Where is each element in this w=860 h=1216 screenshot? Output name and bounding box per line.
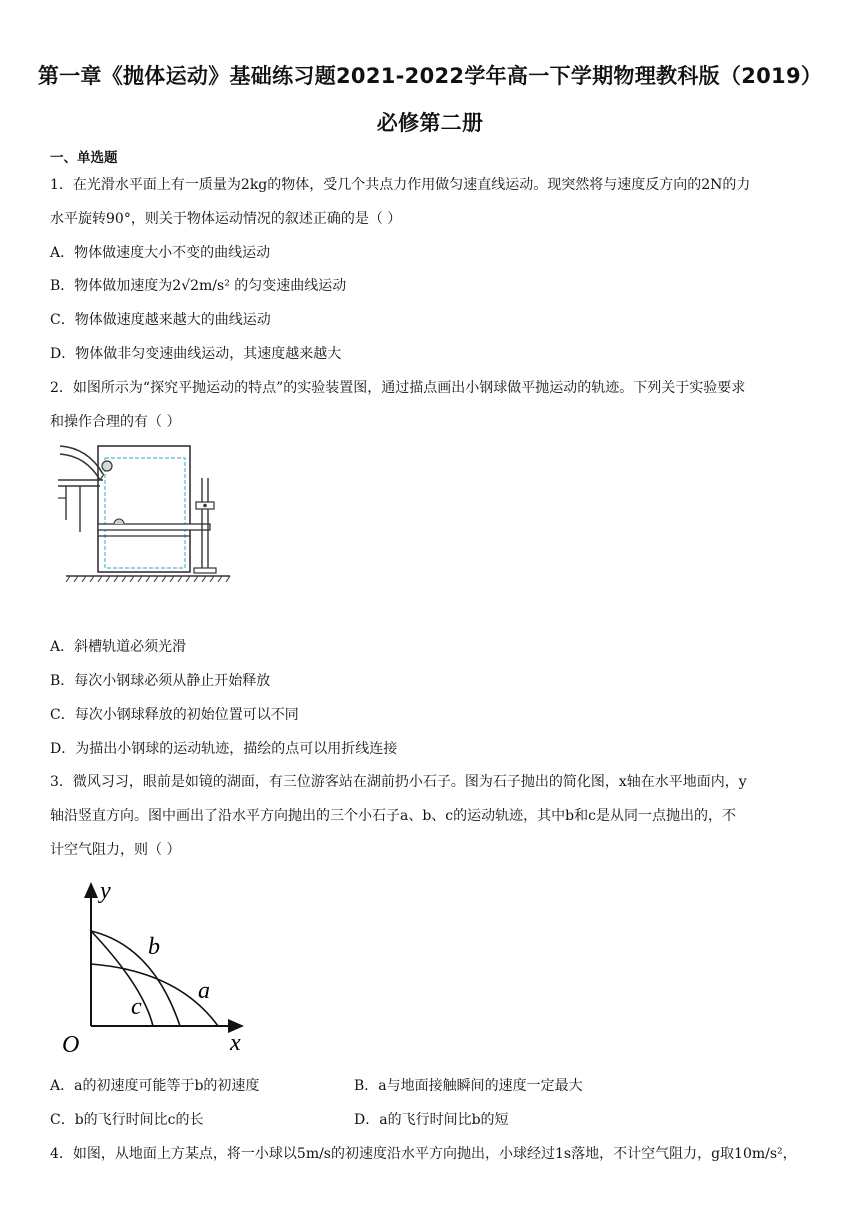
origin-label: O [62,1032,80,1056]
curve-c-label: c [131,994,142,1020]
q4-stem-line1: 4．如图，从地面上方某点，将一小球以5m/s的初速度沿水平方向抛出，小球经过1s落地，不计空气阻力，g取10m/s²， [50,1146,797,1162]
q1-option-c: C．物体做速度越来越大的曲线运动 [50,312,271,328]
q2-option-c: C．每次小钢球释放的初始位置可以不同 [50,707,299,723]
q3-stem-line1: 3．微风习习，眼前是如镜的湖面，有三位游客站在湖前扔小石子。图为石子抛出的简化图，x轴在水平地面内，y [50,774,747,790]
q2-option-b: B．每次小钢球必须从静止开始释放 [50,673,271,689]
q3-stem-line3: 计空气阻力，则（ ） [50,842,181,858]
q3-stem-line2: 轴沿竖直方向。图中画出了沿水平方向抛出的三个小石子a、b、c的运动轨迹，其中b和c是从同一点抛出的，不 [50,808,736,824]
q1-option-b: B．物体做加速度为2√2m/s² 的匀变速曲线运动 [50,278,347,294]
curve-b-label: b [148,934,160,960]
q3-option-c: C．b的飞行时间比c的长 [50,1112,204,1128]
q3-option-b: B．a与地面接触瞬间的速度一定最大 [354,1078,583,1094]
q3-option-d: D．a的飞行时间比b的短 [354,1112,509,1128]
q1-stem-line1: 1．在光滑水平面上有一质量为2kg的物体，受几个共点力作用做匀速直线运动。现突然将与速度反方向的2N的力 [50,177,751,193]
apparatus-figure [58,440,238,588]
page-title-line1: 第一章《抛体运动》基础练习题2021-2022学年高一下学期物理教科版（2019） [37,64,823,88]
page-title-line2: 必修第二册 [376,111,484,135]
q3-option-a: A．a的初速度可能等于b的初速度 [50,1078,260,1094]
q2-option-a: A．斜槽轨道必须光滑 [50,639,187,655]
trajectory-figure [58,876,258,1056]
q2-stem-line1: 2．如图所示为“探究平抛运动的特点”的实验装置图，通过描点画出小钢球做平抛运动的轨迹。下列关于实验要求 [50,380,746,396]
section-heading: 一、单选题 [50,150,118,166]
q1-option-a: A．物体做速度大小不变的曲线运动 [50,245,271,261]
curve-a-label: a [198,978,210,1004]
q1-stem-line2: 水平旋转90°，则关于物体运动情况的叙述正确的是（ ） [50,211,402,227]
q2-stem-line2: 和操作合理的有（ ） [50,414,181,430]
q2-option-d: D．为描出小钢球的运动轨迹，描绘的点可以用折线连接 [50,741,398,757]
axis-y-label: y [100,878,111,904]
axis-x-label: x [230,1030,241,1056]
q1-option-d: D．物体做非匀变速曲线运动，其速度越来越大 [50,346,342,362]
